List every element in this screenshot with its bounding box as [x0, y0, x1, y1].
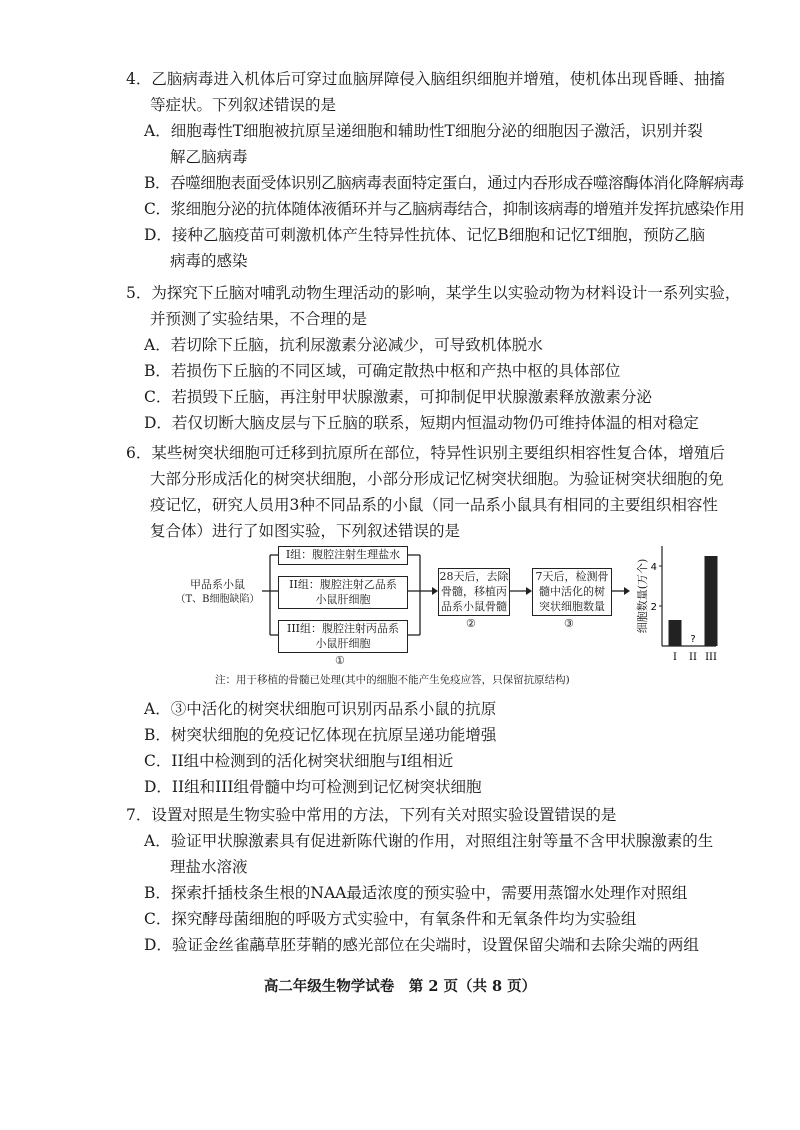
group-2-box	[278, 576, 408, 609]
chart-category-label: II	[689, 652, 697, 663]
question-6-option-a: A．③中活化的树突状细胞可识别丙品系小鼠的抗原	[144, 700, 497, 718]
question-4	[126, 66, 746, 274]
step-1-marker: ①	[335, 654, 345, 667]
step-2-box	[438, 568, 510, 616]
question-5-option-b: B．若损伤下丘脑的不同区域，可确定散热中枢和产热中枢的具体部位	[144, 362, 621, 380]
experiment-diagram	[170, 543, 717, 693]
chart-category-label: III	[705, 652, 717, 663]
group-3-label-line-1: III组：腹腔注射丙品系	[286, 622, 400, 635]
question-6-stem-line-3: 疫记忆，研究人员用3种不同品系的小鼠（同一品系小鼠具有相同的主要组织相容性	[150, 496, 718, 514]
question-4-stem-line-1: 4．乙脑病毒进入机体后可穿过血脑屏障侵入脑组织细胞并增殖，使机体出现昏睡、抽搐	[126, 70, 725, 88]
question-7-stem: 7．设置对照是生物实验中常用的方法，下列有关对照实验设置错误的是	[126, 806, 617, 824]
question-7-option-a-line-1: A．验证甲状腺激素具有促进新陈代谢的作用，对照组注射等量不含甲状腺激素的生	[144, 832, 714, 850]
question-7-option-c: C．探究酵母菌细胞的呼吸方式实验中，有氧条件和无氧条件均为实验组	[144, 910, 637, 928]
question-7	[126, 802, 746, 958]
question-5-option-c: C．若损毁下丘脑，再注射甲状腺激素，可抑制促甲状腺激素释放激素分泌	[144, 388, 652, 406]
step-2-line-2: 骨髓，移植丙	[441, 585, 507, 598]
bar-chart	[650, 543, 720, 673]
question-6-option-c: C．II组中检测到的活化树突状细胞与I组相近	[144, 752, 454, 770]
step-2-line-1: 28天后，去除	[439, 570, 509, 583]
step-3-line-2: 髓中活化的树	[539, 585, 605, 598]
chart-bar-I	[669, 620, 682, 646]
chart-category-label: I	[673, 652, 677, 663]
chart-value-label: ?	[690, 634, 696, 645]
question-6-options	[126, 696, 746, 800]
chart-y-tick-label: 4	[650, 562, 657, 573]
question-4-option-d-line-1: D．接种乙脑疫苗可刺激机体产生特异性抗体、记忆B细胞和记忆T细胞，预防乙脑	[144, 226, 706, 244]
step-2-marker: ②	[466, 617, 476, 630]
question-6-option-b: B．树突状细胞的免疫记忆体现在抗原呈递功能增强	[144, 726, 497, 744]
question-5-stem-line-1: 5．为探究下丘脑对哺乳动物生理活动的影响，某学生以实验动物为材料设计一系列实验，	[126, 284, 741, 302]
question-4-option-c: C．浆细胞分泌的抗体随体液循环并与乙脑病毒结合，抑制该病毒的增殖并发挥抗感染作用	[144, 200, 745, 218]
step-3-line-3: 突状细胞数量	[539, 600, 605, 613]
question-5-option-d: D．若仅切断大脑皮层与下丘脑的联系，短期内恒温动物仍可维持体温的相对稳定	[144, 414, 699, 432]
page-footer: 高二年级生物学试卷 第 2 页（共 8 页）	[263, 978, 537, 995]
group-2-label-line-2: 小鼠肝细胞	[315, 593, 371, 606]
question-7-option-a-line-2: 理盐水溶液	[170, 858, 248, 876]
question-6-stem-line-4: 复合体）进行了如图实验，下列叙述错误的是	[150, 522, 461, 540]
step-3-box	[532, 568, 612, 616]
chart-bar-III	[705, 556, 718, 646]
question-5	[126, 280, 746, 436]
question-5-stem-line-2: 并预测了实验结果，不合理的是	[150, 310, 368, 328]
mouse-label-line-2: （T、B细胞缺陷）	[175, 594, 260, 605]
group-2-label-line-1: II组：腹腔注射乙品系	[289, 578, 397, 591]
question-5-option-a: A．若切除下丘脑，抗利尿激素分泌减少，可导致机体脱水	[144, 336, 543, 354]
question-6-option-d: D．II组和III组骨髓中均可检测到记忆树突状细胞	[144, 778, 482, 796]
chart-y-tick-label: 2	[650, 602, 657, 613]
question-7-option-d: D．验证金丝雀虉草胚芽鞘的感光部位在尖端时，设置保留尖端和去除尖端的两组	[144, 936, 699, 954]
step-3-marker: ③	[564, 617, 574, 630]
group-1-box	[278, 546, 408, 565]
question-4-option-a-line-1: A．细胞毒性T细胞被抗原呈递细胞和辅助性T细胞分泌的细胞因子激活，识别并裂	[144, 122, 703, 140]
diagram-note: 注：用于移植的骨髓已处理(其中的细胞不能产生免疫应答，只保留抗原结构)	[215, 674, 570, 686]
chart-ylabel-wrap	[632, 543, 652, 651]
question-6	[126, 440, 746, 544]
question-7-option-b: B．探索扦插枝条生根的NAA最适浓度的预实验中，需要用蒸馏水处理作对照组	[144, 884, 688, 902]
chart-ylabel: 细胞数量(万个)	[636, 558, 649, 634]
question-6-stem-line-1: 6．某些树突状细胞可迁移到抗原所在部位，特异性识别主要组织相容性复合体，增殖后	[126, 444, 725, 462]
mouse-label-line-1: 甲品系小鼠	[190, 578, 245, 591]
question-4-option-d-line-2: 病毒的感染	[170, 252, 248, 270]
question-4-stem-line-2: 等症状。下列叙述错误的是	[150, 96, 337, 114]
group-3-box	[278, 620, 408, 653]
group-3-label-line-2: 小鼠肝细胞	[315, 637, 371, 650]
group-1-label: I组：腹腔注射生理盐水	[285, 548, 401, 561]
question-4-option-a-line-2: 解乙脑病毒	[170, 148, 248, 166]
question-6-stem-line-2: 大部分形成活化的树突状细胞，小部分形成记忆树突状细胞。为验证树突状细胞的免	[150, 470, 724, 488]
step-3-line-1: 7天后，检测骨	[535, 570, 609, 583]
step-2-line-3: 品系小鼠骨髓	[441, 600, 507, 613]
mouse-label	[170, 577, 265, 607]
question-4-option-b: B．吞噬细胞表面受体识别乙脑病毒表面特定蛋白，通过内吞形成吞噬溶酶体消化降解病毒	[144, 174, 744, 192]
